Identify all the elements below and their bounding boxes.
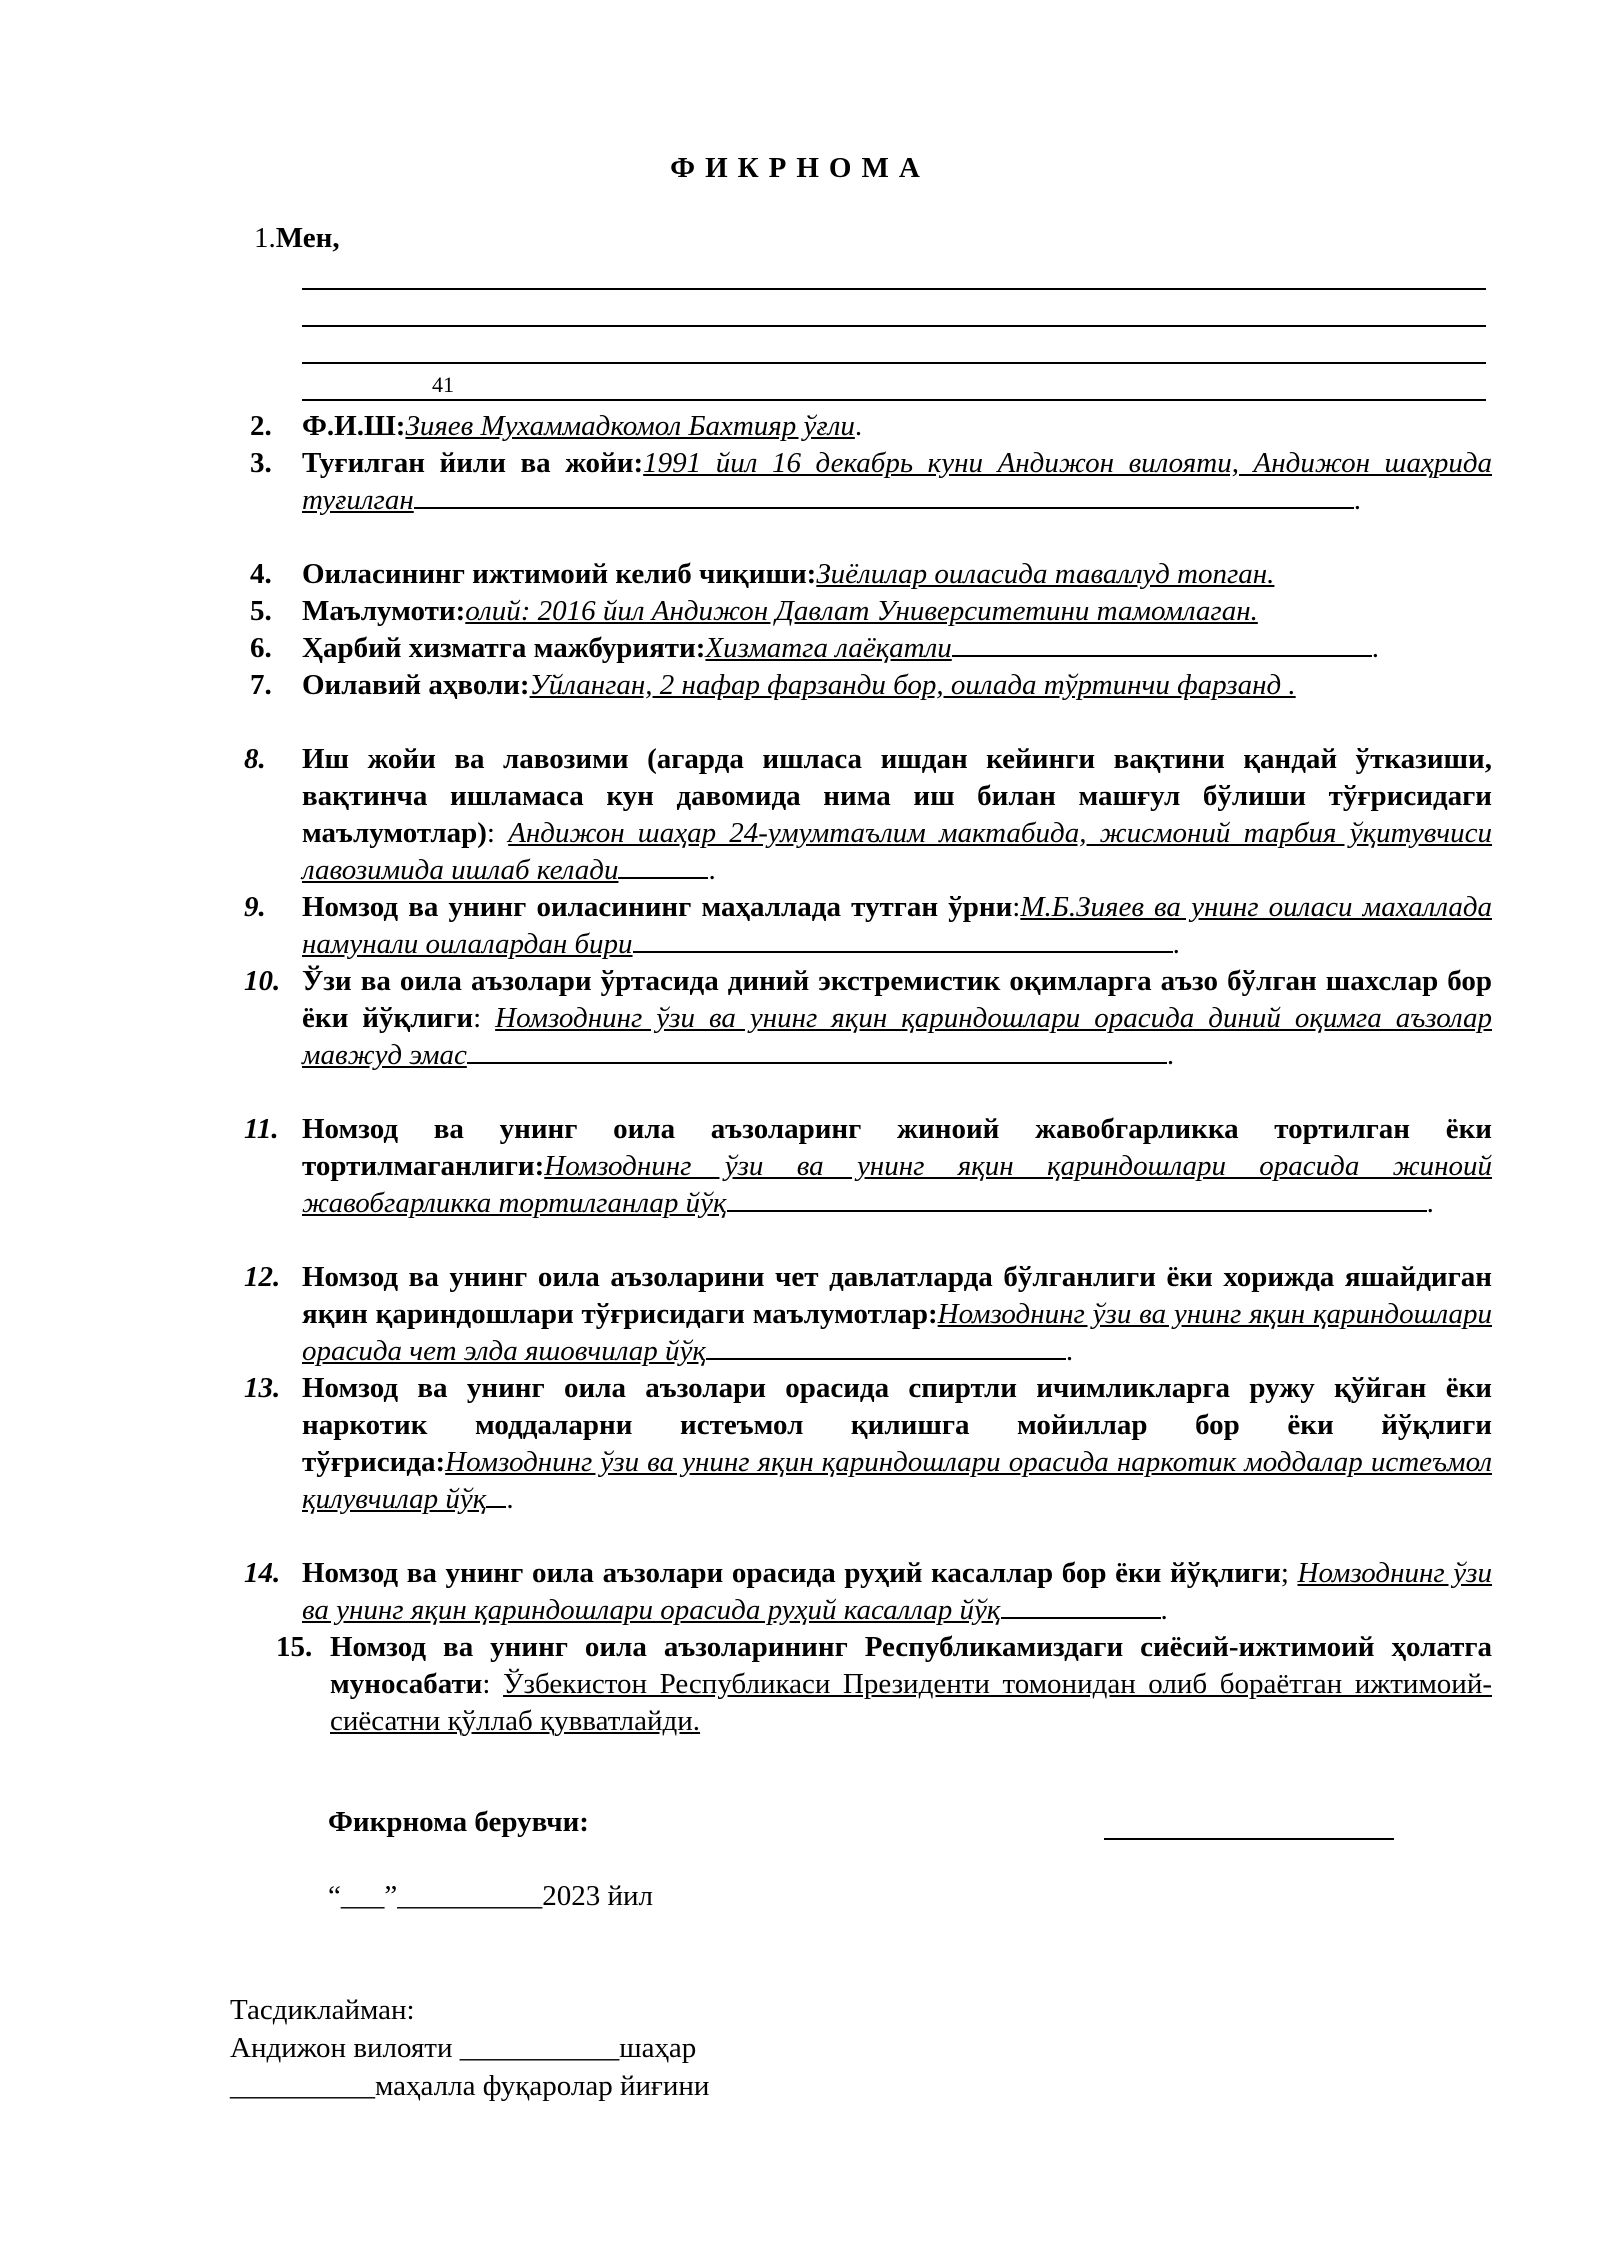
item-7 [250, 667, 1492, 704]
item-number: 15. [276, 1631, 313, 1663]
item-value: Зиёлилар оиласида таваллуд топган. [816, 558, 1275, 590]
blank-line [302, 288, 1486, 290]
item-number: 6. [250, 632, 272, 664]
item-value: Уйланган, 2 нафар фарзанди бор, оилада тўртинчи фарзанд . [529, 669, 1296, 701]
item-label: Ф.И.Ш: [302, 410, 406, 442]
item-number: 12. [244, 1261, 281, 1293]
item-value: Зияев Мухаммадкомол Бахтияр ўғли [405, 410, 855, 442]
item-label: Номзод ва унинг оила аъзолари орасида руҳий касаллар бор ёки йўқлиги [302, 1557, 1281, 1589]
item-value: Номзоднинг ўзи ва унинг яқин қариндошлари орасида наркотик моддалар истеъмол қилувчилар йўқ [302, 1446, 1492, 1515]
item-label: Оиласининг ижтимоий келиб чиқиши: [302, 558, 817, 590]
signature-line [1104, 1838, 1394, 1840]
item-number: 7. [250, 669, 272, 701]
blank-line [302, 399, 1486, 401]
item-15 [276, 1629, 1492, 1740]
intro-label: Мен, [275, 222, 340, 254]
item-value: Ўзбекистон Республикаси Президенти томонидан олиб бораётган ижтимоий-сиёсатни қўллаб қувватлайди. [330, 1668, 1492, 1737]
item-13 [244, 1370, 1492, 1518]
item-3 [250, 445, 1492, 519]
item-number: 9. [244, 891, 266, 923]
item-number: 14. [244, 1557, 281, 1589]
item-separator: : [482, 1668, 504, 1700]
intro-line [254, 222, 340, 255]
item-value: Номзоднинг ўзи ва унинг яқин қариндошлари орасида жиноий жавобгарликка тортилганлар йўқ [302, 1150, 1492, 1219]
item-11 [244, 1111, 1492, 1222]
fill-line [706, 1334, 1066, 1360]
item-10 [244, 963, 1492, 1074]
item-tail: . [1065, 1335, 1074, 1367]
item-2 [250, 408, 1492, 445]
date-line: “___”__________2023 йил [328, 1880, 654, 1912]
item-value: Андижон шаҳар 24-умумтаълим мактабида, жисмоний тарбия ўқитувчиси лавозимида ишлаб келади [302, 817, 1492, 886]
approval-mahalla: __________маҳалла фуқаролар йиғини [230, 2070, 710, 2102]
fill-line [952, 631, 1372, 657]
item-label: Номзод ва унинг оила аъзолари орасида спиртли ичимликларга ружу қўйган ёки наркотик моддаларни истеъмол қилишга мойиллар бор ёки йўқлиги тўғрисида: [302, 1372, 1492, 1478]
item-number: 2. [250, 410, 272, 442]
item-tail: . [1426, 1187, 1434, 1219]
signature-label: Фикрнома берувчи: [328, 1806, 589, 1838]
item-number: 5. [250, 595, 272, 627]
item-value: Номзоднинг ўзи ва унинг яқин қариндошлари орасида чет элда яшовчилар йўқ [302, 1298, 1492, 1367]
item-number: 3. [250, 447, 272, 479]
fill-line [618, 853, 708, 879]
approval-heading: Тасдиклайман: [230, 1994, 415, 2026]
blank-line [302, 325, 1486, 327]
item-tail: . [1166, 1039, 1175, 1071]
item-value: Номзоднинг ўзи ва унинг яқин қариндошлари орасида руҳий касаллар йўқ [302, 1557, 1492, 1626]
item-value: М.Б.Зияев ва унинг оиласи махаллада намунали оилалардан бири [302, 891, 1492, 960]
approval-region: Андижон вилояти ___________шаҳар [230, 2032, 697, 2064]
item-label: Номзод ва унинг оила аъзоларини чет давлатларда бўлганлиги ёки хорижда яшайдиган яқин қариндошлари тўғрисидаги маълумотлар: [302, 1261, 1492, 1330]
item-tail: . [1172, 928, 1180, 960]
blank-line [302, 362, 1486, 364]
item-4 [250, 556, 1492, 593]
item-number: 13. [244, 1372, 281, 1404]
item-8 [244, 741, 1492, 889]
item-label: Номзод ва унинг оила аъзоларинг жиноий жавобгарликка тортилган ёки тортилмаганлиги: [302, 1113, 1492, 1182]
item-label: Номзод ва унинг оила аъзоларининг Республикамиздаги сиёсий-ижтимоий ҳолатга муносабати [330, 1631, 1492, 1700]
item-tail: . [506, 1483, 514, 1515]
item-label: Номзод ва унинг оиласининг маҳаллада тутган ўрни [302, 891, 1013, 923]
item-separator: ; [1280, 1557, 1298, 1589]
document-title: ФИКРНОМА [670, 152, 930, 184]
item-number: 4. [250, 558, 272, 590]
item-14 [244, 1555, 1492, 1629]
item-label: Маълумоти: [302, 595, 466, 627]
item-separator: : [1012, 891, 1021, 923]
item-value: олий: 2016 йил Андижон Давлат Университетини тамомлаган. [465, 595, 1258, 627]
item-label: Ўзи ва оила аъзолари ўртасида диний экстремистик оқимларга аъзо бўлган шахслар бор ёки йўқлиги [302, 965, 1492, 1034]
item-tail: . [708, 854, 716, 886]
item-separator: : [473, 1002, 496, 1034]
fill-line [1001, 1593, 1161, 1619]
fill-line [414, 483, 1354, 509]
item-tail: . [1160, 1594, 1168, 1626]
item-label: Туғилган йили ва жойи: [302, 447, 644, 479]
fill-line [486, 1482, 506, 1508]
item-tail: . [854, 410, 863, 442]
page-number: 41 [432, 372, 454, 397]
fill-line [727, 1186, 1427, 1212]
item-value: Хизматга лаёқатли [705, 632, 952, 664]
fill-line [633, 927, 1173, 953]
item-12 [244, 1259, 1492, 1370]
item-label: Иш жойи ва лавозими (агарда ишласа ишдан кейинги вақтини қандай ўтказиши, вақтинча ишламаса кун давомида нима иш билан машғул бўлиши тўғрисидаги маълумотлар) [302, 743, 1492, 849]
item-9 [244, 889, 1492, 963]
item-tail: . [1371, 632, 1380, 664]
fill-line [467, 1038, 1167, 1064]
item-tail: . [1353, 484, 1362, 516]
item-number: 11. [244, 1113, 279, 1145]
item-separator: : [486, 817, 509, 849]
item-number: 10. [244, 965, 281, 997]
item-number: 8. [244, 743, 266, 775]
item-6 [250, 630, 1492, 667]
intro-number: 1. [254, 222, 276, 254]
item-label: Ҳарбий хизматга мажбурияти: [302, 632, 706, 664]
item-5 [250, 593, 1492, 630]
item-label: Оилавий аҳволи: [302, 669, 530, 701]
item-value: Номзоднинг ўзи ва унинг яқин қариндошлари орасида диний оқимга аъзолар мавжуд эмас [302, 1002, 1492, 1071]
item-value: 1991 йил 16 декабрь куни Андижон вилояти, Андижон шаҳрида туғилган [302, 447, 1492, 516]
